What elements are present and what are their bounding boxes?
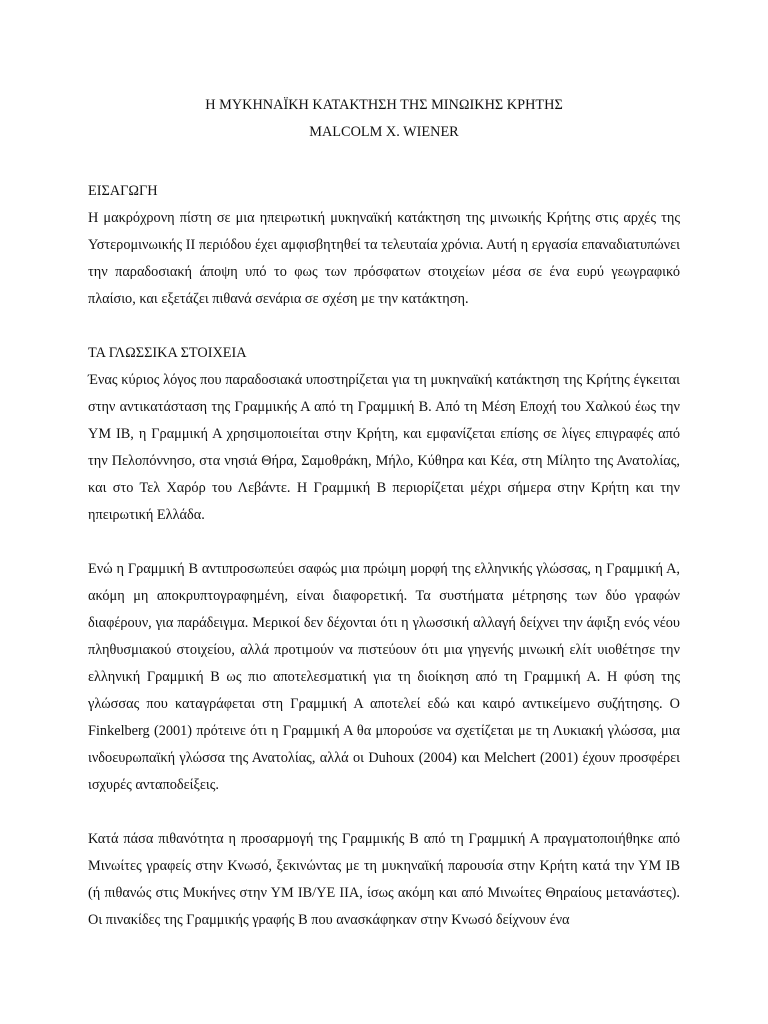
paragraph-spacer	[88, 313, 680, 340]
paragraph-introduction: Η μακρόχρονη πίστη σε μια ηπειρωτική μυκηναϊκή κατάκτηση της μινωικής Κρήτης στις αρχές της Υστερομινωικής ΙΙ περιόδου έχει αμφισβητηθεί τα τελευταία χρόνια. Αυτή η εργασία επαναδιατυπώνει την παραδοσιακή άποψη υπό το φως των πρόσφατων στοιχείων μέσα σε ένα ευρύ γεωγραφικό πλαίσιο, και εξετάζει πιθανά σενάρια σε σχέση με την κατάκτηση.	[88, 210, 680, 307]
paragraph-linguistic-1: Ένας κύριος λόγος που παραδοσιακά υποστηρίζεται για τη μυκηναϊκή κατάκτηση της Κρήτης έγκειται στην αντικατάσταση της Γραμμικής Α από τη Γραμμική Β. Από τη Μέση Εποχή του Χαλκού έως την ΥΜ ΙΒ, η Γραμμική Α χρησιμοποιείται στην Κρήτη, και εμφανίζεται επίσης σε λίγες επιγραφές από την Πελοπόννησο, στα νησιά Θήρα, Σαμοθράκη, Μήλο, Κύθηρα και Κέα, στη Μίλητο της Ανατολίας, και στο Τελ Χαρόρ του Λεβάντε. Η Γραμμική Β περιορίζεται μέχρι σήμερα στην Κρήτη και την ηπειρωτική Ελλάδα.	[88, 372, 680, 523]
paragraph-spacer	[88, 799, 680, 826]
paragraph-linguistic-2: Ενώ η Γραμμική Β αντιπροσωπεύει σαφώς μια πρώιμη μορφή της ελληνικής γλώσσας, η Γραμμική Α, ακόμη μη αποκρυπτογραφημένη, είναι διαφορετική. Τα συστήματα μέτρησης των δύο γραφών διαφέρουν, για παράδειγμα. Μερικοί δεν δέχονται ότι η γλωσσική αλλαγή δείχνει την άφιξη ενός νέου πληθυσμιακού στοιχείου, αλλά προτιμούν να πιστεύουν ότι μια γηγενής μινωική ελίτ υιοθέτησε την ελληνική Γραμμική Β ως πιο αποτελεσματική για τη διοίκηση από τη Γραμμική Α. Η φύση της γλώσσας που καταγράφεται στη Γραμμική Α αποτελεί εδώ και καιρό αντικείμενο συζήτησης. Ο Finkelberg (2001) πρότεινε ότι η Γραμμική Α θα μπορούσε να σχετίζεται με τη Λυκιακή γλώσσα, μια ινδοευρωπαϊκή γλώσσα της Ανατολίας, αλλά οι Duhoux (2004) και Melchert (2001) έχουν προσφέρει ισχυρές ανταποδείξεις.	[88, 561, 680, 793]
paragraph-spacer	[88, 529, 680, 556]
paragraph-linguistic-3: Κατά πάσα πιθανότητα η προσαρμογή της Γραμμικής Β από τη Γραμμική Α πραγματοποιήθηκε από Μινωίτες γραφείς στην Κνωσό, ξεκινώντας με τη μυκηναϊκή παρουσία στην Κρήτη κατά την ΥΜ ΙΒ (ή πιθανώς στις Μυκήνες στην ΥΜ ΙΒ/ΥΕ ΙΙΑ, ίσως ακόμη και από Μινωίτες Θηραίους μετανάστες). Οι πινακίδες της Γραμμικής γραφής Β που ανασκάφηκαν στην Κνωσό δείχνουν ένα	[88, 831, 680, 928]
title-block	[88, 92, 680, 146]
section-heading-introduction: ΕΙΣΑΓΩΓΗ	[88, 183, 158, 199]
document-title: Η ΜΥΚΗΝΑΪΚΗ ΚΑΤΑΚΤΗΣΗ ΤΗΣ ΜΙΝΩΙΚΗΣ ΚΡΗΤΗΣ	[205, 97, 563, 113]
section-heading-linguistic: ΤΑ ΓΛΩΣΣΙΚΑ ΣΤΟΙΧΕΙΑ	[88, 345, 247, 361]
document-author: MALCOLM X. WIENER	[309, 124, 459, 140]
